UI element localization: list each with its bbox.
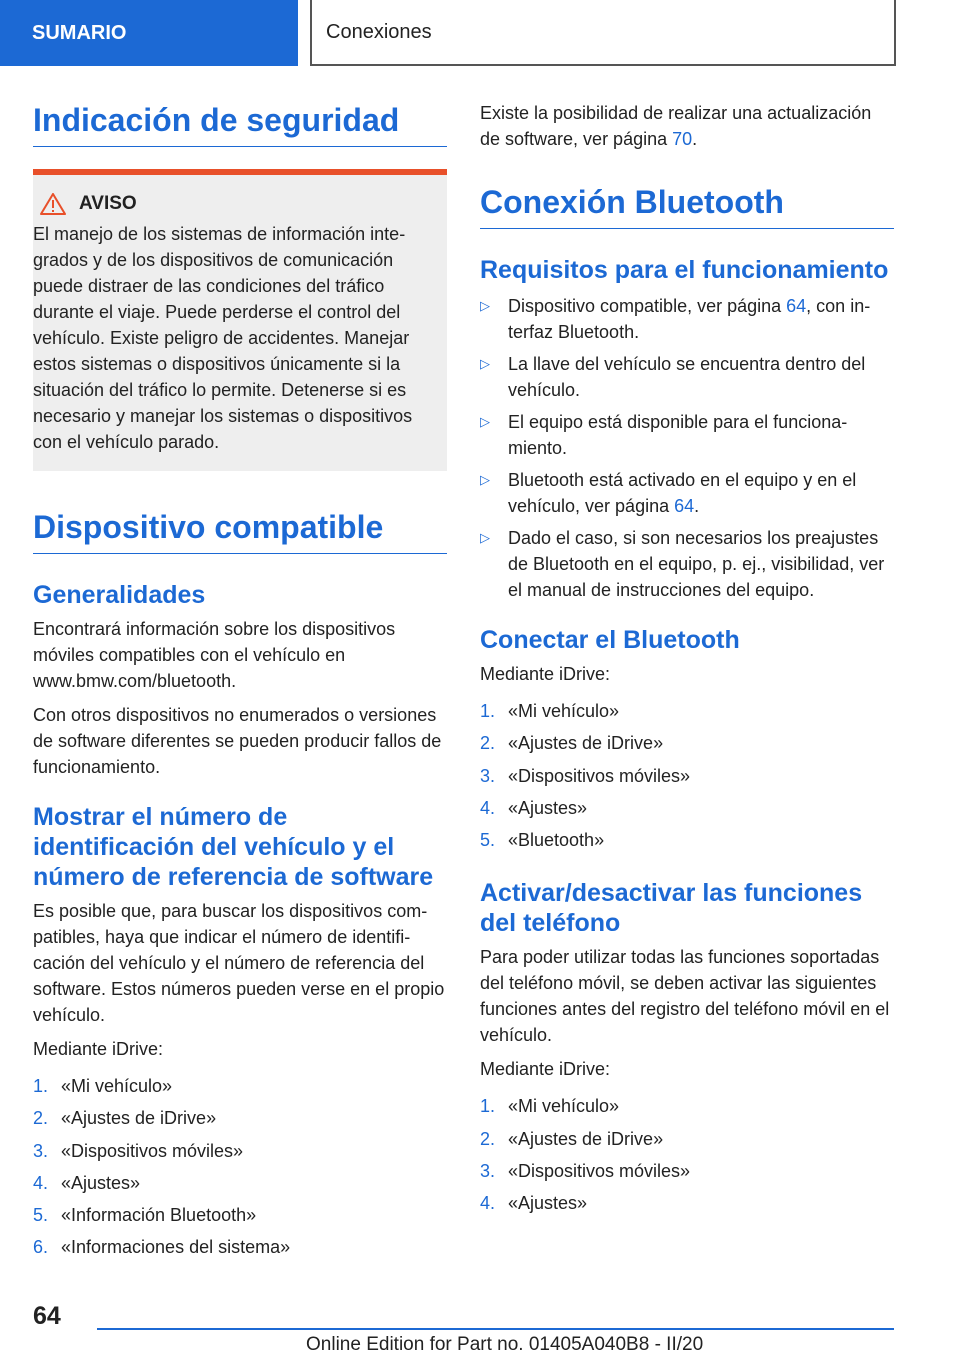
list-item <box>33 1231 447 1263</box>
left-column <box>33 100 447 1264</box>
update-text: Existe la posibilidad de realizar una actualización de software, ver página <box>480 103 872 149</box>
step-number: 2. <box>480 733 496 754</box>
heading-compatible-device: Dispositivo compatible <box>33 507 447 554</box>
footer-divider <box>97 1328 894 1330</box>
requirement-text: La llave del vehículo se encuentra dentro del vehículo. <box>508 354 866 400</box>
via-idrive-label: Mediante iDrive: <box>480 1059 611 1080</box>
step-text: «Dispositivos móviles» <box>508 765 691 786</box>
sumario-label: SUMARIO <box>32 21 127 44</box>
list-item <box>480 293 894 345</box>
heading-general: Generalidades <box>33 581 206 609</box>
step-number: 2. <box>480 1128 496 1149</box>
heading-requirements: Requisitos para el funcionamiento <box>480 256 889 284</box>
list-item <box>33 1102 447 1134</box>
triangle-bullet-icon: ▷ <box>480 356 490 371</box>
connect-steps-list <box>480 695 894 856</box>
warning-triangle-icon <box>33 193 73 215</box>
step-number: 1. <box>33 1076 49 1096</box>
requirement-text: Dispositivo compatible, ver página 64, con interfaz Bluetooth. <box>508 296 871 342</box>
via-idrive-label: Mediante iDrive: <box>33 1039 164 1059</box>
heading-security: Indicación de seguridad <box>33 100 447 147</box>
list-item <box>480 695 894 727</box>
step-text: «Informaciones del sistema» <box>61 1237 291 1258</box>
paragraph-general-1: Encontrará información sobre los dispositivos móviles compatibles con el vehículo en www.bmw.com/bluetooth. <box>33 619 396 691</box>
step-number: 1. <box>480 1096 496 1117</box>
vin-steps-list <box>33 1070 447 1264</box>
list-item <box>480 525 894 603</box>
sumario-tab[interactable] <box>0 0 298 66</box>
step-number: 4. <box>480 797 496 818</box>
step-text: «Ajustes de iDrive» <box>508 733 664 754</box>
phone-steps-list <box>480 1090 894 1219</box>
warning-text: El manejo de los sistemas de información integrados y de los dispositivos de comunicación puede distraer de las condiciones del tráfico durante el viaje. Puede perderse el control del vehículo. Existe peligro de accidentes. Manejar estos sistemas o dispositivos únicamente si la situación del tráfico lo permite. Detenerse si es necesario y manejar los sistemas o dispositivos con el vehículo parado. <box>33 224 413 452</box>
list-item <box>33 1167 447 1199</box>
list-item <box>480 467 894 519</box>
heading-bluetooth: Conexión Bluetooth <box>480 182 894 229</box>
step-text: «Mi vehículo» <box>508 1096 620 1117</box>
step-text: «Ajustes de iDrive» <box>508 1128 664 1149</box>
step-number: 6. <box>33 1237 49 1258</box>
list-item <box>480 351 894 403</box>
page-link-70[interactable]: 70 <box>672 129 693 149</box>
via-idrive-label: Mediante iDrive: <box>480 664 611 684</box>
requirement-text: El equipo está disponible para el funcionamiento. <box>508 412 848 458</box>
paragraph-phone: Para poder utilizar todas las funciones soportadas del teléfono móvil, se deben activar las siguientes funciones antes del registro del teléfono móvil en el vehículo. <box>480 947 890 1046</box>
heading-vin: Mostrar el número de identificación del vehículo y el número de referencia de software <box>33 803 434 891</box>
step-number: 3. <box>33 1140 49 1161</box>
step-number: 1. <box>480 701 496 721</box>
warning-title: AVISO <box>79 193 137 214</box>
list-item <box>480 792 894 824</box>
list-item <box>480 1123 894 1155</box>
list-item <box>33 1070 447 1102</box>
step-text: «Ajustes» <box>508 1193 588 1214</box>
step-text: «Dispositivos móviles» <box>61 1140 244 1161</box>
top-bar <box>0 0 960 66</box>
step-text: «Ajustes» <box>508 797 588 818</box>
paragraph-general-2: Con otros dispositivos no enumerados o versiones de software diferentes se pueden producir fallos de funcionamiento. <box>33 705 442 777</box>
page-link-64[interactable]: 64 <box>786 296 807 316</box>
list-item <box>480 1090 894 1122</box>
list-item <box>480 1155 894 1187</box>
triangle-bullet-icon: ▷ <box>480 530 490 545</box>
step-number: 5. <box>33 1205 49 1226</box>
requirements-list <box>480 293 894 603</box>
step-number: 4. <box>480 1193 496 1214</box>
step-text: «Ajustes de iDrive» <box>61 1108 217 1129</box>
step-number: 2. <box>33 1108 49 1129</box>
heading-connect-bluetooth: Conectar el Bluetooth <box>480 626 740 654</box>
triangle-bullet-icon: ▷ <box>480 414 490 429</box>
warning-header <box>33 193 435 215</box>
step-text: «Mi vehículo» <box>61 1076 173 1096</box>
warning-box <box>33 169 447 471</box>
list-item <box>33 1135 447 1167</box>
triangle-bullet-icon: ▷ <box>480 298 490 313</box>
paragraph-update <box>480 100 894 152</box>
triangle-bullet-icon: ▷ <box>480 472 490 487</box>
update-text-end: . <box>692 129 698 149</box>
step-number: 4. <box>33 1172 49 1193</box>
step-text: «Dispositivos móviles» <box>508 1161 691 1182</box>
step-text: «Ajustes» <box>61 1172 141 1193</box>
step-text: «Mi vehículo» <box>508 701 620 721</box>
list-item <box>480 760 894 792</box>
step-text: «Bluetooth» <box>508 830 605 851</box>
step-text: «Información Bluetooth» <box>61 1205 257 1226</box>
list-item <box>480 824 894 856</box>
requirement-text: Bluetooth está activado en el equipo y en el vehículo, ver página 64. <box>508 470 857 516</box>
list-item <box>480 409 894 461</box>
list-item <box>480 1187 894 1219</box>
chapter-label: Conexiones <box>326 20 432 43</box>
paragraph-vin: Es posible que, para buscar los dispositivos compatibles, haya que indicar el número de identificación del vehículo y el número de referencia del software. Estos números pueden verse en el propio vehículo. <box>33 901 445 1025</box>
heading-phone-functions: Activar/desactivar las funciones del teléfono <box>480 879 863 938</box>
list-item <box>480 727 894 759</box>
requirement-text: Dado el caso, si son necesarios los preajustes de Bluetooth en el equipo, p. ej., visibilidad, ver el manual de instrucciones del equipo. <box>508 528 885 600</box>
chapter-tab[interactable] <box>310 0 896 66</box>
page-number: 64 <box>33 1302 61 1330</box>
edition-note: Online Edition for Part no. 01405A040B8 - II/20 <box>306 1334 704 1355</box>
step-number: 3. <box>480 765 496 786</box>
page-footer <box>0 1296 960 1362</box>
list-item <box>33 1199 447 1231</box>
step-number: 3. <box>480 1161 496 1182</box>
step-number: 5. <box>480 830 496 851</box>
right-column <box>480 100 894 1220</box>
page-link-64[interactable]: 64 <box>674 496 695 516</box>
